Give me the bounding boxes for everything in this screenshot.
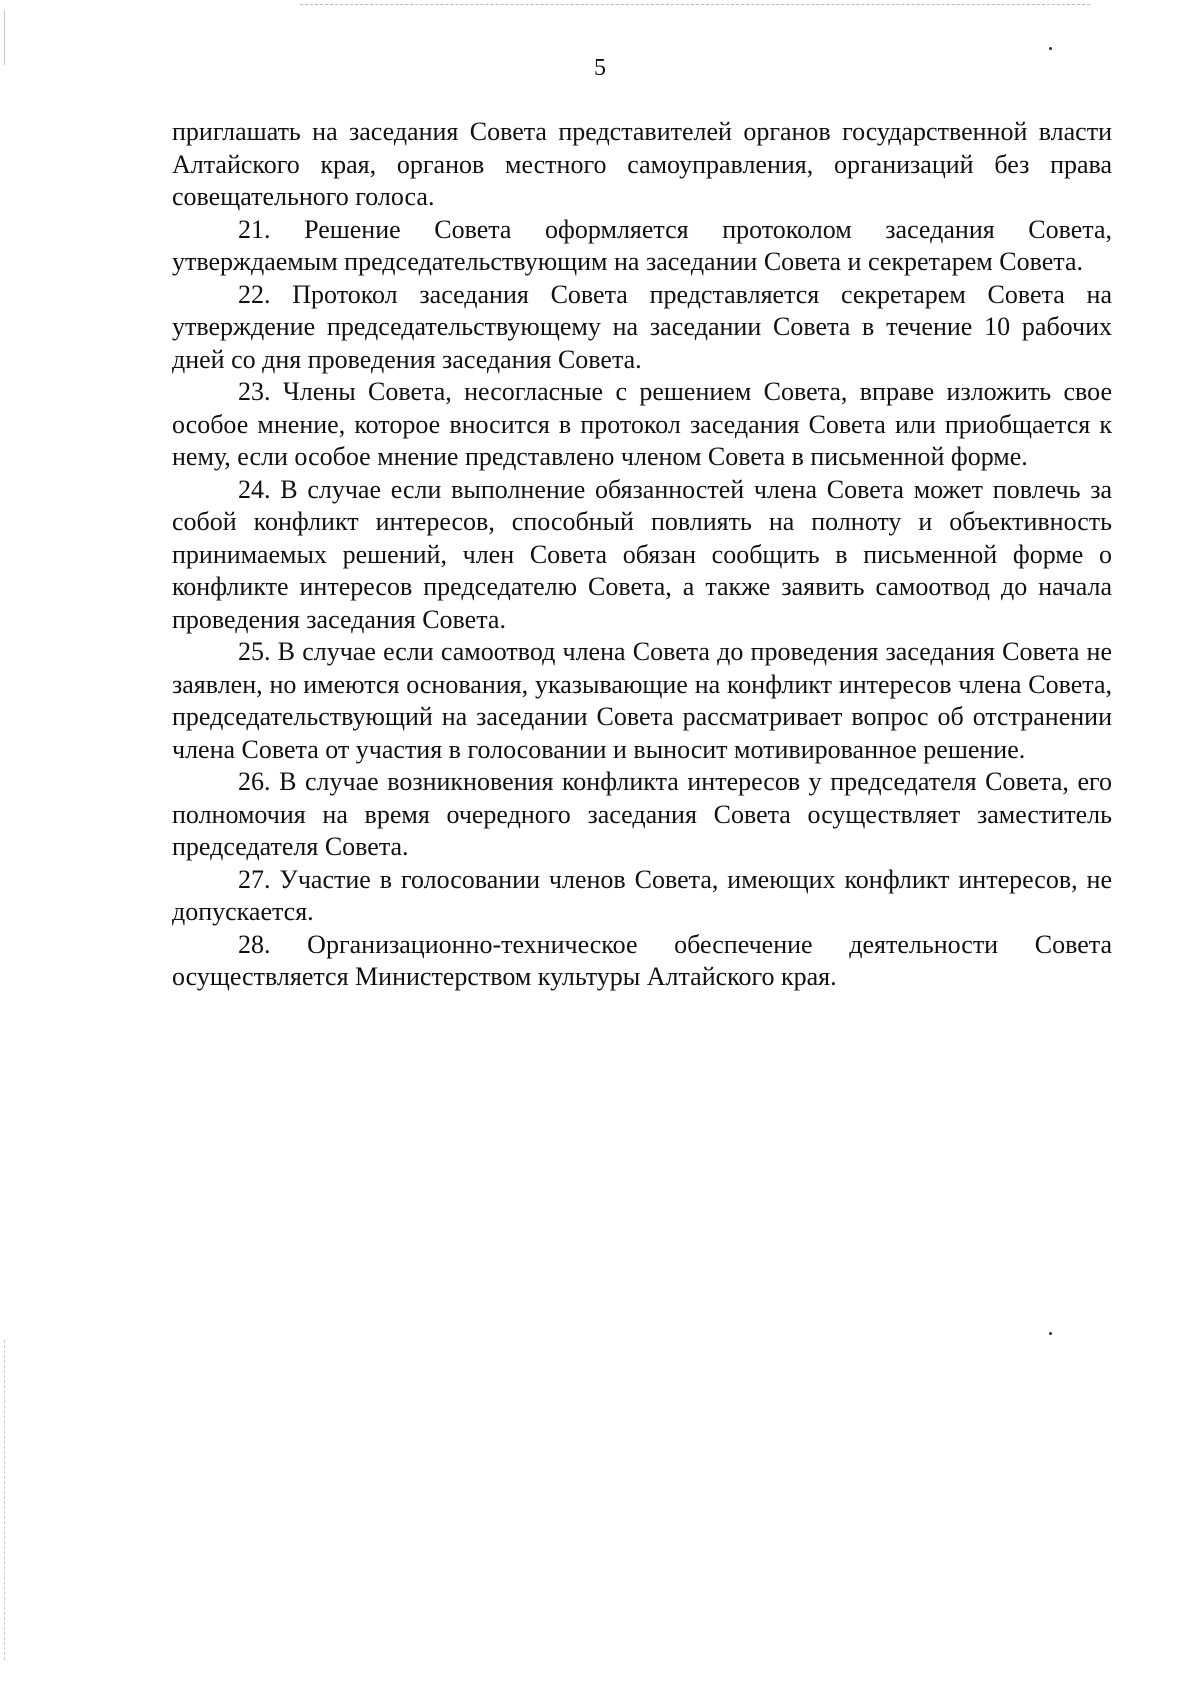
- paragraph-21: 21. Решение Совета оформляется протоколом заседания Совета, утверждаемым председательствующим на заседании Совета и секретарем Совета.: [172, 214, 1112, 276]
- page-number: 5: [594, 55, 606, 81]
- paragraph-27: 27. Участие в голосовании членов Совета, имеющих конфликт интересов, не допускается.: [172, 864, 1112, 926]
- scan-speck-lower: [1049, 1332, 1052, 1335]
- paragraph-25: 25. В случае если самоотвод члена Совета до проведения заседания Совета не заявлен, но имеются основания, указывающие на конфликт интересов члена Совета, председательствующий на заседании Совета рассматривает вопрос об отстранении члена Совета от участия в голосовании и выносит мотивированное решение.: [172, 637, 1112, 764]
- scan-edge-top: [300, 4, 1090, 5]
- paragraph-28: 28. Организационно-техническое обеспечение деятельности Совета осуществляется Министерством культуры Алтайского края.: [172, 929, 1112, 991]
- scan-speck-upper: [1049, 47, 1052, 50]
- paragraph-26: 26. В случае возникновения конфликта интересов у председателя Совета, его полномочия на время очередного заседания Совета осуществляет заместитель председателя Совета.: [172, 767, 1112, 861]
- scan-edge-left-lower: [4, 1340, 5, 1660]
- paragraph-23: 23. Члены Совета, несогласные с решением Совета, вправе изложить свое особое мнение, которое вносится в протокол заседания Совета или приобщается к нему, если особое мнение представлено членом Совета в письменной форме.: [172, 377, 1112, 471]
- paragraph-continuation: приглашать на заседания Совета представителей органов государственной власти Алтайского края, органов местного самоуправления, организаций без права совещательного голоса.: [172, 117, 1112, 211]
- document-body: [172, 116, 1112, 994]
- paragraph-22: 22. Протокол заседания Совета представляется секретарем Совета на утверждение председательствующему на заседании Совета в течение 10 рабочих дней со дня проведения заседания Совета.: [172, 279, 1112, 374]
- paragraph-24: 24. В случае если выполнение обязанностей члена Совета может повлечь за собой конфликт интересов, способный повлиять на полноту и объективность принимаемых решений, член Совета обязан сообщить в письменной форме о конфликте интересов председателю Совета, а также заявить самоотвод до начала проведения заседания Совета.: [172, 474, 1112, 634]
